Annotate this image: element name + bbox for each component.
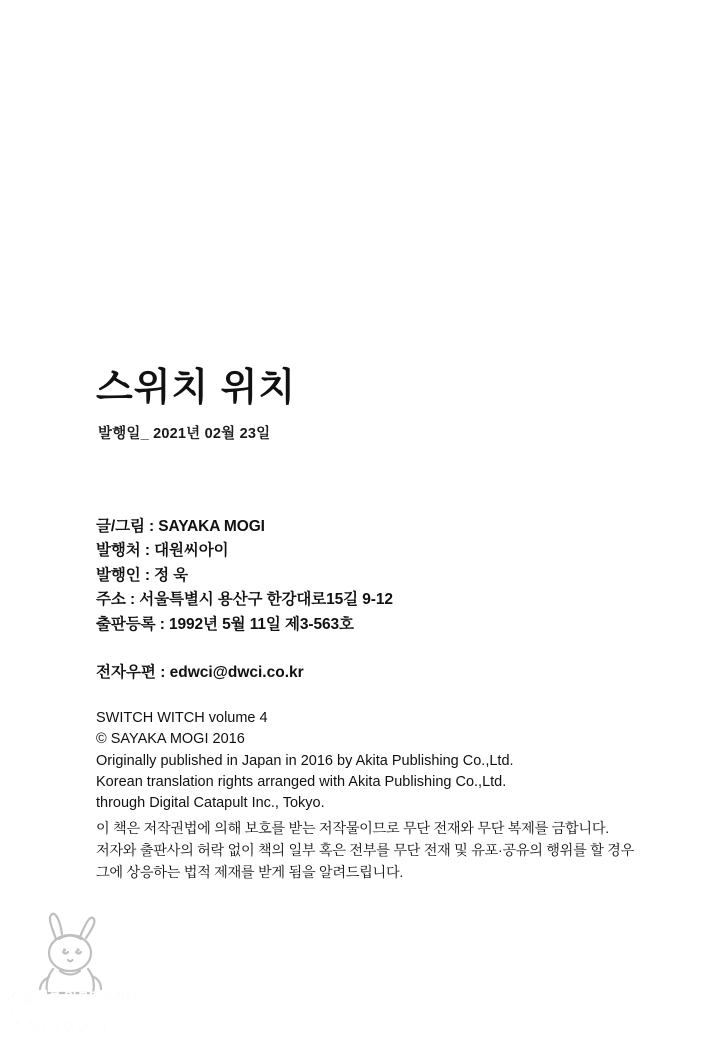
mascot-rabbit-icon xyxy=(22,909,118,999)
site-watermark xyxy=(8,909,148,1039)
legal-notice-line-1: 이 책은 저작권법에 의해 보호를 받는 저작물이므로 무단 전재와 무단 복제를 금합니다. xyxy=(96,821,609,837)
legal-notice-line-2: 저자와 출판사의 허락 없이 책의 일부 혹은 전부를 무단 전재 및 유포·공유의 행위를 할 경우 xyxy=(96,843,634,859)
credits-block xyxy=(96,515,656,637)
credit-registration: 출판등록 : 1992년 5월 11일 제3-563호 xyxy=(96,615,354,633)
credit-author: 글/그림 : SAYAKA MOGI xyxy=(96,518,265,535)
english-origin-line: Originally published in Japan in 2016 by Akita Publishing Co.,Ltd. xyxy=(96,752,514,769)
watermark-text xyxy=(8,990,148,1035)
page-title: 스위치 위치 xyxy=(96,367,297,409)
publish-date: 발행일_ 2021년 02월 23일 xyxy=(98,425,271,442)
credit-publisher-person: 발행인 : 정 욱 xyxy=(96,566,189,584)
credit-address: 주소 : 서울특별시 용산구 한강대로15길 9-12 xyxy=(96,591,393,609)
credit-publisher: 발행처 : 대원씨아이 xyxy=(96,542,229,560)
english-copyright-line: © SAYAKA MOGI 2016 xyxy=(96,731,245,748)
english-copyright-block xyxy=(96,708,656,815)
english-agent-line: through Digital Catapult Inc., Tokyo. xyxy=(96,795,325,812)
english-rights-line: Korean translation rights arranged with Akita Publishing Co.,Ltd. xyxy=(96,773,507,790)
title-block xyxy=(96,368,636,443)
legal-notice-block xyxy=(96,818,666,884)
legal-notice-line-3: 그에 상응하는 법적 제재를 받게 됨을 알려드립니다. xyxy=(96,865,404,881)
watermark-line-1: 가장 빠른 일본만화사이트 xyxy=(8,989,139,1020)
watermark-line-2: 구글검색마나토끼 xyxy=(8,1019,108,1035)
credit-email: 전자우편 : edwci@dwci.co.kr xyxy=(96,664,304,681)
english-title-line: SWITCH WITCH volume 4 xyxy=(96,710,268,726)
